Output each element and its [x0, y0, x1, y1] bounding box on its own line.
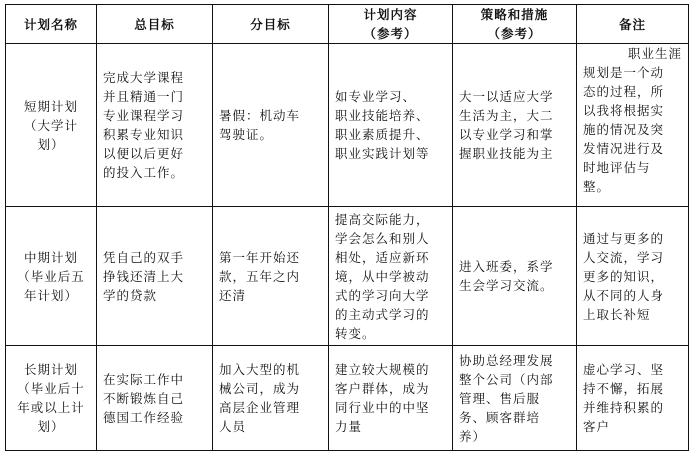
header-strategy-title: 策略和措施 — [480, 7, 549, 22]
overall-goal-line: 完成大学课程 — [103, 70, 185, 85]
notes-line: 规划是一个动 — [583, 65, 665, 80]
overall-goal-line: 并且精通一门 — [103, 89, 185, 104]
header-overall-goal: 总目标 — [97, 5, 213, 44]
strategy-line: 管理、售后服 — [459, 390, 541, 406]
notes-line: 上取长补短 — [583, 306, 651, 322]
plan-name-line: 划） — [37, 419, 65, 434]
notes-line: 通过与更多的 — [583, 230, 665, 246]
plan-content-cell — [329, 207, 453, 346]
table-row — [6, 44, 689, 207]
notes-cell — [577, 44, 689, 207]
strategy-line: 养） — [459, 428, 487, 444]
plan-content-line: 的主动式学习的 — [335, 306, 430, 322]
plan-content-line: 相处，适应新环 — [335, 249, 430, 265]
plan-content-line: 学会怎么和别人 — [335, 230, 430, 246]
notes-line: 更多的知识， — [583, 268, 665, 284]
overall-goal-line: 以便以后更好 — [103, 146, 185, 161]
plan-name-cell — [6, 207, 97, 346]
header-content-title: 计划内容 — [363, 7, 418, 22]
strategy-line: 整个公司（内部 — [459, 371, 554, 387]
table-row — [6, 346, 689, 451]
sub-goal-line: 高层企业管理 — [219, 400, 301, 415]
plan-name-line: （毕业后十 — [17, 381, 85, 396]
strategy-line: 进入班委，系学 — [459, 259, 554, 274]
plan-name-cell — [6, 346, 97, 451]
sub-goal-line: 驾驶证。 — [219, 127, 274, 142]
header-sub-goal: 分目标 — [213, 5, 329, 44]
strategy-line: 生活为主，大二 — [459, 108, 554, 123]
notes-line: 虚心学习、坚 — [583, 362, 665, 377]
table-row — [6, 207, 689, 346]
plan-content-line: 职业技能培养、 — [335, 108, 430, 123]
plan-content-line: 转变。 — [335, 325, 376, 341]
plan-content-cell — [329, 346, 453, 451]
plan-name-line: 年计划） — [23, 287, 78, 303]
sub-goal-line: 还清 — [219, 287, 247, 303]
sub-goal-cell — [213, 207, 329, 346]
notes-cell — [577, 346, 689, 451]
plan-name-line: 年或以上计 — [17, 400, 85, 415]
strategy-line: 大一以适应大学 — [459, 89, 554, 104]
notes-line: 从不同的人身 — [583, 287, 665, 303]
notes-line: 持不懈，拓展 — [583, 381, 665, 396]
plan-name-line: 划） — [37, 136, 65, 152]
header-plan-name: 计划名称 — [6, 5, 97, 44]
plan-content-line: 力量 — [335, 419, 363, 434]
plan-name-line: （毕业后五 — [17, 268, 85, 284]
overall-goal-cell — [97, 207, 213, 346]
notes-line: 态的过程，所 — [583, 84, 665, 99]
notes-line: 时地评估与 — [583, 160, 651, 175]
overall-goal-line: 在实际工作中 — [103, 371, 185, 387]
notes-line: 整。 — [583, 179, 611, 194]
sub-goal-line: 第一年开始还 — [219, 249, 301, 265]
notes-line: 人交流，学习 — [583, 249, 665, 265]
plan-content-cell — [329, 44, 453, 207]
notes-cell — [577, 207, 689, 346]
overall-goal-line: 的投入工作。 — [103, 165, 185, 180]
sub-goal-line: 暑假：机动车 — [219, 108, 301, 123]
overall-goal-line: 专业课程学习 — [103, 108, 185, 123]
notes-line: 并维持积累的 — [583, 400, 665, 415]
overall-goal-line: 挣钱还清上大 — [103, 268, 185, 284]
plan-content-line: 客户群体，成为 — [335, 381, 430, 396]
strategy-line: 握职业技能为主 — [459, 146, 554, 161]
sub-goal-line: 械公司，成为 — [219, 381, 301, 396]
strategy-line: 协助总经理发展 — [459, 352, 554, 368]
plan-name-line: 短期计划 — [23, 98, 78, 114]
overall-goal-cell — [97, 44, 213, 207]
plan-content-line: 同行业中的中坚 — [335, 400, 430, 415]
overall-goal-line: 学的贷款 — [103, 287, 158, 303]
overall-goal-line: 德国工作经验 — [103, 409, 185, 425]
notes-line: 发情况进行及 — [583, 141, 665, 156]
header-row — [6, 5, 689, 44]
strategy-cell — [453, 207, 577, 346]
notes-line: 以我将根据实 — [583, 103, 665, 118]
strategy-line: 生会学习交流。 — [459, 278, 554, 293]
header-plan-content — [329, 5, 453, 44]
sub-goal-line: 款，五年之内 — [219, 268, 301, 284]
overall-goal-line: 积累专业知识 — [103, 127, 185, 142]
plan-name-line: 长期计划 — [23, 362, 78, 377]
header-strategy — [453, 5, 577, 44]
notes-line: 客户 — [583, 419, 611, 434]
plan-content-line: 如专业学习、 — [335, 89, 417, 104]
strategy-cell — [453, 44, 577, 207]
overall-goal-line: 不断锻炼自己 — [103, 390, 185, 406]
plan-content-line: 建立较大规模的 — [335, 362, 430, 377]
sub-goal-line: 加入大型的机 — [219, 362, 301, 377]
notes-line: 施的情况及突 — [583, 122, 665, 137]
strategy-line: 以专业学习和掌 — [459, 127, 554, 142]
plan-content-line: 境，从中学被动 — [335, 268, 430, 284]
career-plan-table — [5, 4, 689, 451]
overall-goal-cell — [97, 346, 213, 451]
plan-content-line: 职业实践计划等 — [335, 146, 430, 161]
plan-name-line: 中期计划 — [23, 249, 78, 265]
header-content-ref: （参考） — [363, 26, 418, 41]
overall-goal-line: 凭自己的双手 — [103, 249, 185, 265]
strategy-line: 务、顾客群培 — [459, 409, 541, 425]
plan-content-line: 提高交际能力， — [335, 211, 430, 227]
sub-goal-cell — [213, 44, 329, 207]
plan-name-line: （大学计 — [23, 117, 78, 133]
header-notes: 备注 — [577, 5, 689, 44]
header-strategy-ref: （参考） — [487, 26, 542, 41]
sub-goal-cell — [213, 346, 329, 451]
plan-name-cell — [6, 44, 97, 207]
notes-line: 职业生涯 — [627, 46, 682, 61]
sub-goal-line: 人员 — [219, 419, 247, 434]
plan-content-line: 职业素质提升、 — [335, 127, 430, 142]
plan-content-line: 式的学习向大学 — [335, 287, 430, 303]
strategy-cell — [453, 346, 577, 451]
